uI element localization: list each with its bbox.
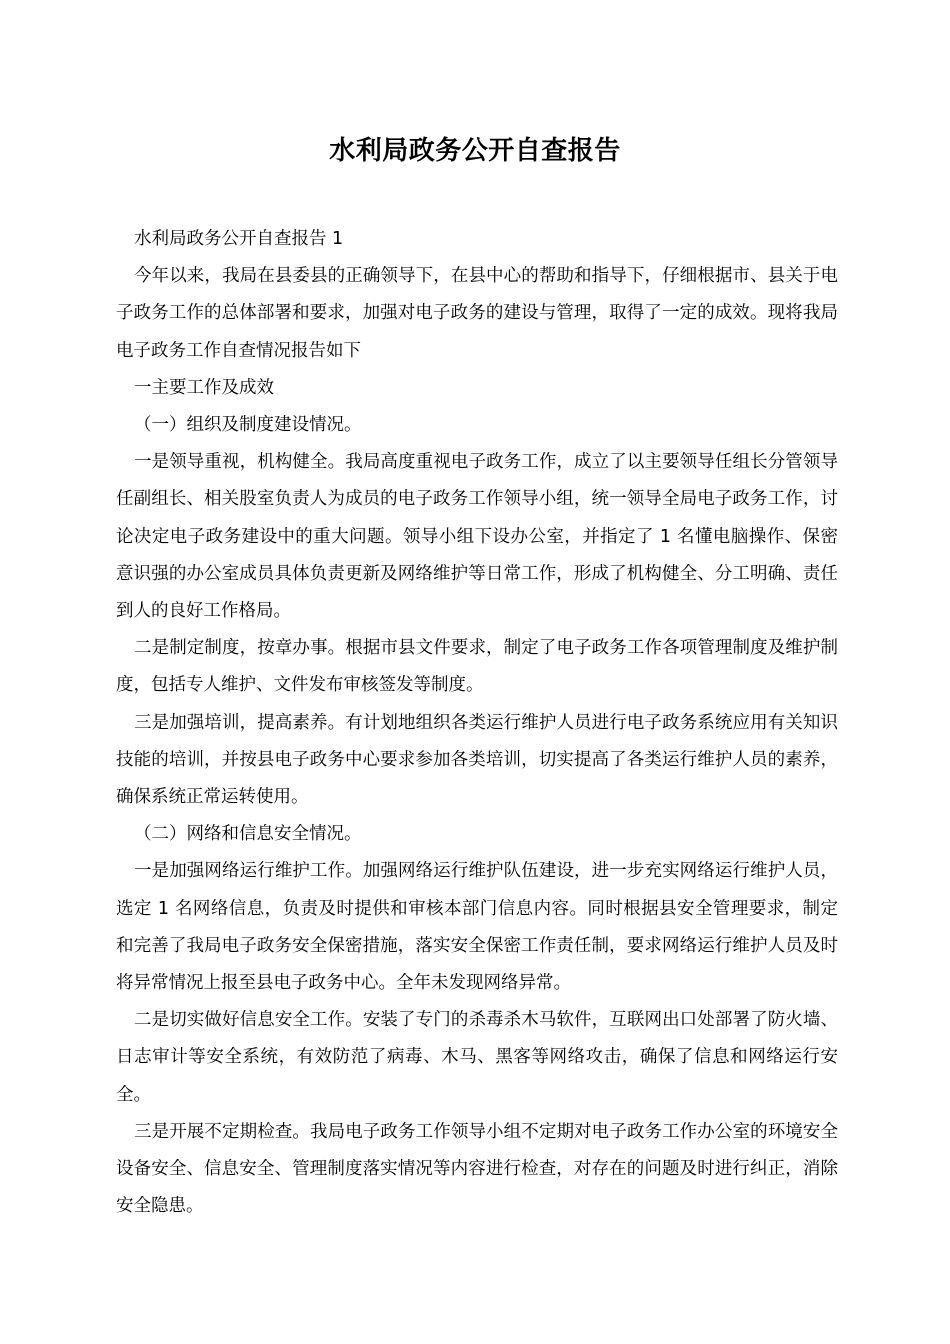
- paragraph-report-subtitle: 水利局政务公开自查报告 1: [134, 229, 344, 249]
- paragraph-intro: 今年以来，我局在县委县的正确领导下，在县中心的帮助和指导下，仔细根据市、县关于电子政务工作的总体部署和要求，加强对电子政务的建设与管理，取得了一定的成效。现将我局电子政务工作自查情况报告如下: [116, 266, 838, 361]
- document-title: 水利局政务公开自查报告: [329, 136, 621, 166]
- paragraph-training: 三是加强培训，提高素养。有计划地组织各类运行维护人员进行电子政务系统应用有关知识技能的培训，并按县电子政务中心要求参加各类培训，切实提高了各类运行维护人员的素养，确保系统正常运转使用。: [116, 712, 838, 808]
- document-body: [116, 221, 838, 1225]
- paragraph-network-maintenance: 一是加强网络运行维护工作。加强网络运行维护队伍建设，进一步充实网络运行维护人员，选定 1 名网络信息，负责及时提供和审核本部门信息内容。同时根据县安全管理要求，制定和完善了我局电子政务安全保密措施，落实安全保密工作责任制，要求网络运行维护人员及时将异常情况上报至县电子政务中心。全年未发现网络异常。: [116, 861, 838, 994]
- paragraph-info-security: 二是切实做好信息安全工作。安装了专门的杀毒杀木马软件，互联网出口处部署了防火墙、日志审计等安全系统，有效防范了病毒、木马、黑客等网络攻击，确保了信息和网络运行安全。: [116, 1010, 838, 1105]
- paragraph-rules: 二是制定制度，按章办事。根据市县文件要求，制定了电子政务工作各项管理制度及维护制度，包括专人维护、文件发布审核签发等制度。: [116, 638, 838, 696]
- heading-network-security: （二）网络和信息安全情况。: [134, 824, 362, 845]
- paragraph-inspection: 三是开展不定期检查。我局电子政务工作领导小组不定期对电子政务工作办公室的环境安全设备安全、信息安全、管理制度落实情况等内容进行检查，对存在的问题及时进行纠正，消除安全隐患。: [116, 1121, 838, 1217]
- heading-main-work: 一主要工作及成效: [134, 377, 274, 398]
- heading-organization: （一）组织及制度建设情况。: [134, 415, 362, 436]
- paragraph-leadership: 一是领导重视，机构健全。我局高度重视电子政务工作，成立了以主要领导任组长分管领导任副组长、相关股室负责人为成员的电子政务工作领导小组，统一领导全局电子政务工作，讨论决定电子政务建设中的重大问题。领导小组下设办公室，并指定了 1 名懂电脑操作、保密意识强的办公室成员具体负责更新及网络维护等日常工作，形成了机构健全、分工明确、责任到人的良好工作格局。: [116, 452, 838, 622]
